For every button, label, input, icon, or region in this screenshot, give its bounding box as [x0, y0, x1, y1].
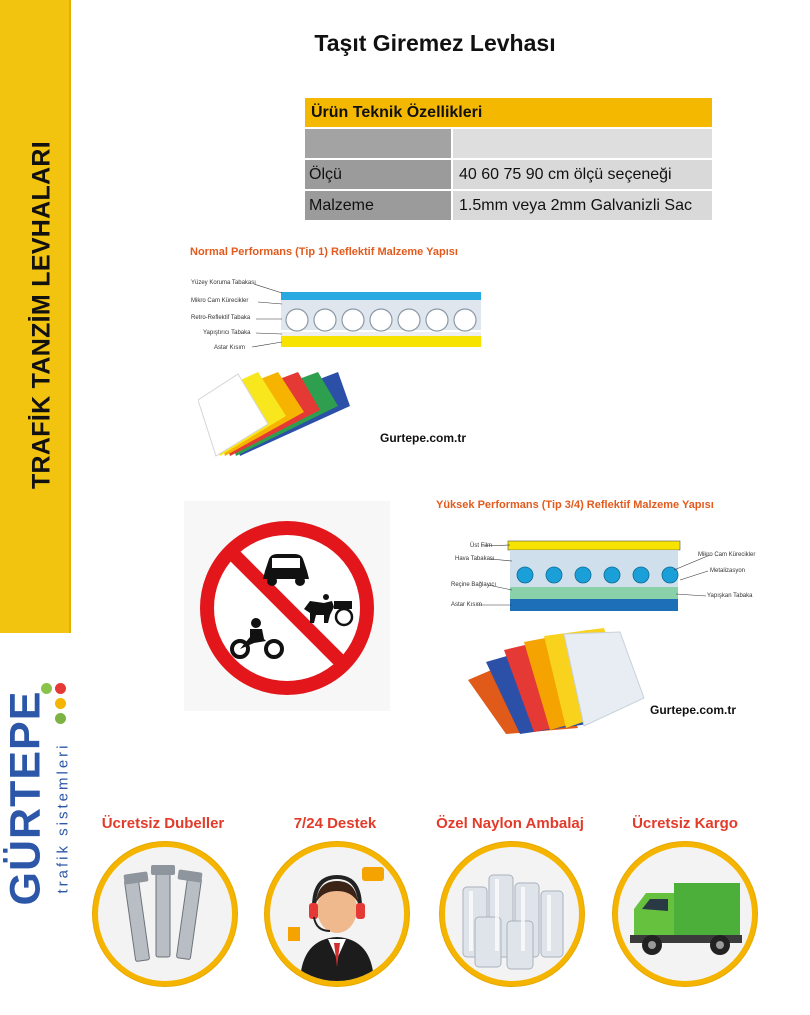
anchor-bolts-icon — [98, 847, 232, 981]
spec-table-header: Ürün Teknik Özellikleri — [305, 98, 712, 127]
feature-title: 7/24 Destek — [293, 815, 377, 832]
brand-tagline — [50, 720, 76, 915]
type1-label: Yüzey Koruma Tabakası — [191, 280, 256, 286]
spec-table — [305, 98, 712, 220]
plastic-rolls-icon — [445, 847, 579, 981]
brand-tagline-text: trafik sistemleri — [54, 741, 72, 894]
type1-watermark: Gurtepe.com.tr — [380, 431, 467, 445]
page-title: Taşıt Giremez Levhası — [314, 30, 556, 56]
feature-title: Ücretsiz Kargo — [632, 815, 738, 832]
type1-sheets-image — [198, 364, 358, 460]
sidebar-title — [22, 120, 62, 510]
type1-title: Normal Performans (Tip 1) Reflektif Malzeme Yapısı — [190, 246, 458, 258]
spec-cell-key: Malzeme — [305, 191, 451, 220]
logo-dot-red — [55, 683, 66, 694]
type34-label: Reçine Bağlayıcı — [451, 582, 497, 588]
feature-circle — [265, 842, 409, 986]
type1-label: Mikro Cam Kürecikler — [191, 298, 249, 304]
type1-label: Astar Kısım — [214, 345, 246, 351]
type34-sheets-image — [468, 628, 648, 738]
sidebar-band-edge — [69, 0, 71, 633]
brand-logo-text: GÜRTEPE — [1, 690, 50, 905]
type34-label: Mikro Cam Kürecikler — [698, 552, 756, 558]
feature-circle — [440, 842, 584, 986]
feature-circle — [613, 842, 757, 986]
type34-label: Üst Film — [470, 543, 492, 549]
spec-cell-key: Ölçü — [305, 160, 451, 189]
feature-title: Özel Naylon Ambalaj — [436, 815, 584, 832]
type34-label: Metalizasyon — [710, 568, 746, 574]
support-agent-icon — [270, 847, 404, 981]
type34-label: Yapışkan Tabaka — [707, 593, 753, 599]
spec-row-blank — [305, 129, 712, 158]
feature-title: Ücretsiz Dubeller — [101, 815, 225, 832]
spec-cell-value: 40 60 75 90 cm ölçü seçeneği — [453, 160, 712, 189]
logo-dot-yellow — [55, 698, 66, 709]
spec-cell-value — [453, 129, 712, 158]
spec-cell-key — [305, 129, 451, 158]
sidebar-title-text: TRAFİK TANZİM LEVHALARI — [27, 140, 56, 490]
brand-logo — [2, 680, 50, 915]
spec-row — [305, 191, 712, 220]
type34-label: Astar Kısım — [451, 602, 483, 608]
type1-label: Retro-Reflektif Tabaka — [191, 315, 251, 321]
spec-row — [305, 160, 712, 189]
type34-watermark: Gurtepe.com.tr — [650, 703, 737, 717]
no-vehicle-sign-image — [184, 501, 390, 711]
delivery-truck-icon — [618, 847, 752, 981]
type34-title: Yüksek Performans (Tip 3/4) Reflektif Malzeme Yapısı — [436, 499, 714, 511]
feature-circle — [93, 842, 237, 986]
type34-label: Hava Tabakası — [455, 556, 495, 562]
type1-label: Yapıştırıcı Tabaka — [203, 330, 251, 336]
spec-cell-value: 1.5mm veya 2mm Galvanizli Sac — [453, 191, 712, 220]
